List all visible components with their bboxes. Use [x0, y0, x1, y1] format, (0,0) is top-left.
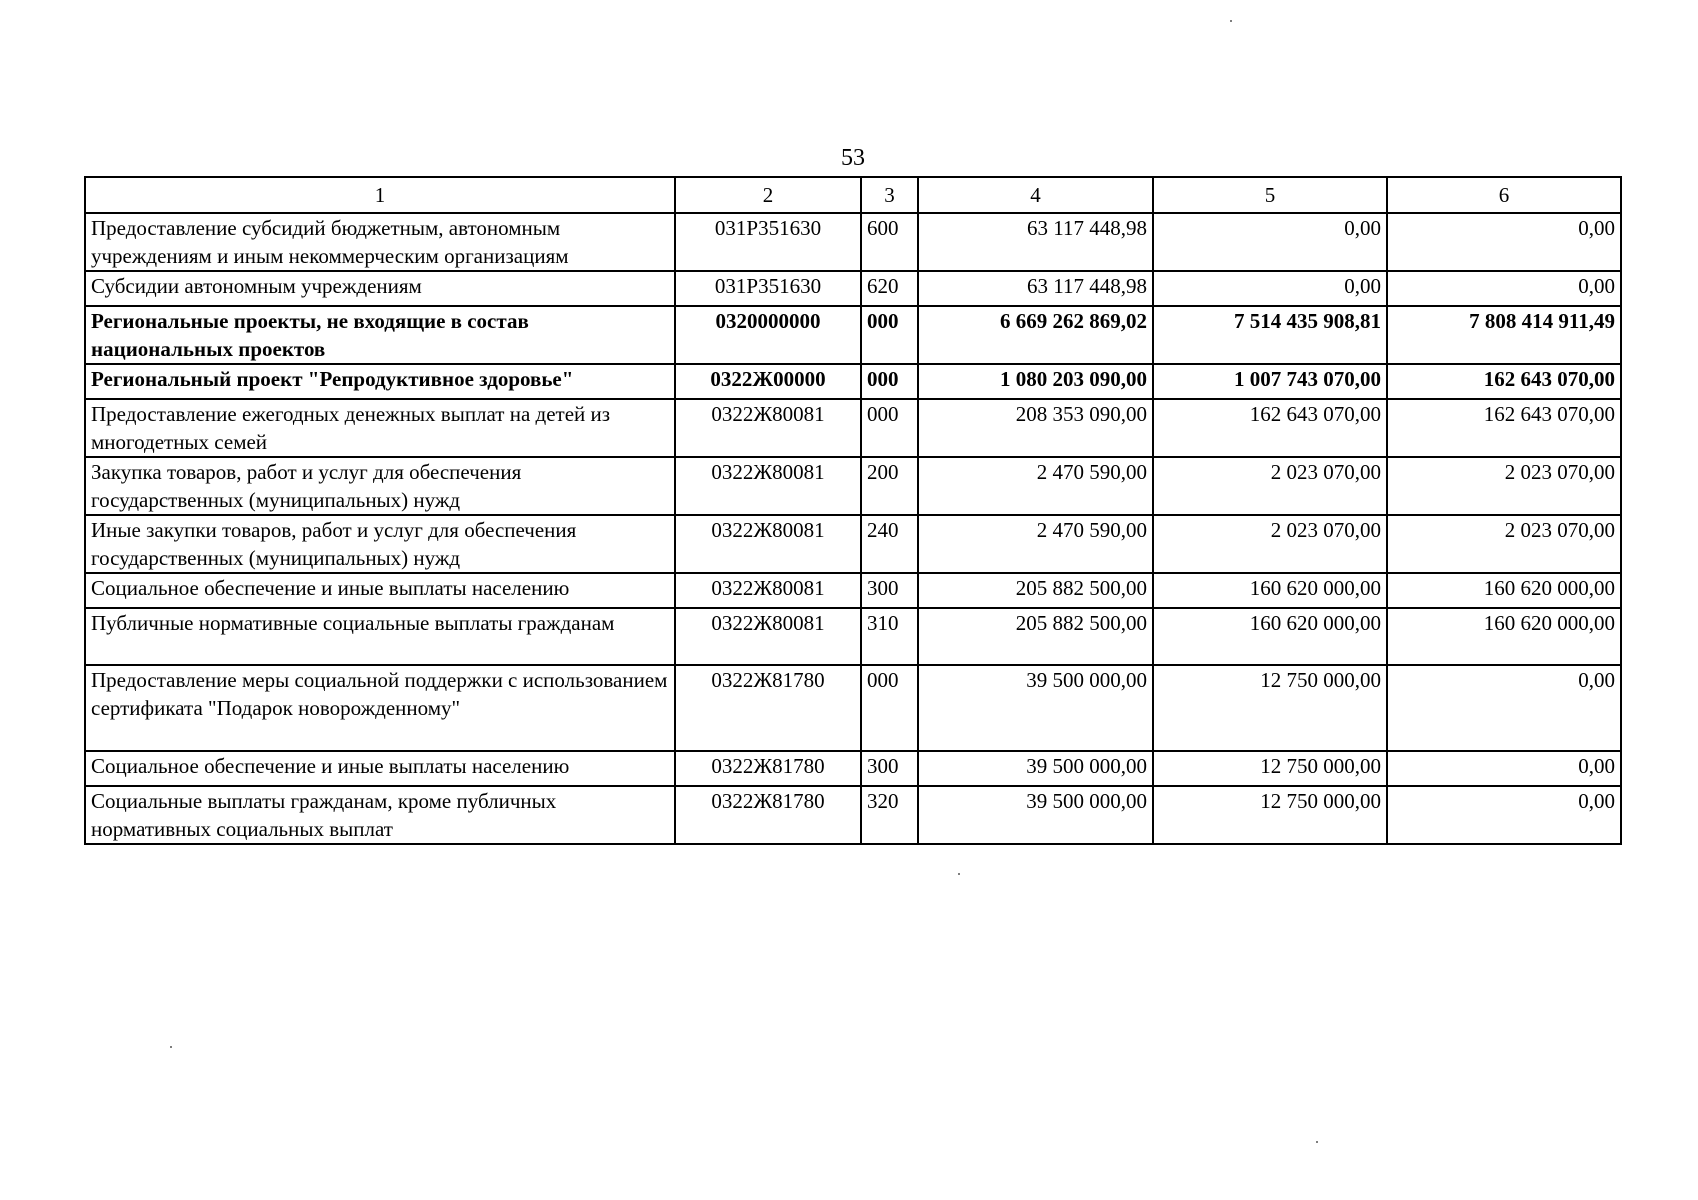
row-name-cell: Предоставление субсидий бюджетным, автономным учреждениям и иным некоммерческим организациям — [85, 213, 675, 271]
row-sum-col6-cell: 7 808 414 911,49 — [1387, 306, 1621, 364]
table-row — [85, 608, 1621, 665]
row-name-cell: Социальное обеспечение и иные выплаты населению — [85, 573, 675, 608]
row-code-cell: 0322Ж80081 — [675, 515, 861, 573]
row-code-cell: 031P351630 — [675, 213, 861, 271]
header-cell-6: 6 — [1387, 177, 1621, 213]
row-sum-col6-cell: 0,00 — [1387, 665, 1621, 751]
row-sum-col6-cell: 0,00 — [1387, 786, 1621, 844]
row-code-cell: 0322Ж81780 — [675, 751, 861, 786]
row-sum-col4-cell: 208 353 090,00 — [918, 399, 1153, 457]
row-sum-col4-cell: 2 470 590,00 — [918, 457, 1153, 515]
scan-speck — [1316, 1141, 1318, 1143]
row-name-cell: Социальное обеспечение и иные выплаты населению — [85, 751, 675, 786]
row-code-cell: 0322Ж80081 — [675, 457, 861, 515]
row-name-cell: Публичные нормативные социальные выплаты гражданам — [85, 608, 675, 665]
table-row — [85, 271, 1621, 306]
row-sum-col5-cell: 7 514 435 908,81 — [1153, 306, 1387, 364]
row-kvr-cell: 300 — [861, 573, 918, 608]
row-sum-col5-cell: 160 620 000,00 — [1153, 573, 1387, 608]
row-code-cell: 0322Ж00000 — [675, 364, 861, 399]
scan-speck — [170, 1046, 172, 1048]
row-sum-col4-cell: 63 117 448,98 — [918, 271, 1153, 306]
row-kvr-cell: 000 — [861, 364, 918, 399]
row-kvr-cell: 000 — [861, 306, 918, 364]
row-sum-col6-cell: 162 643 070,00 — [1387, 399, 1621, 457]
row-code-cell: 0322Ж81780 — [675, 665, 861, 751]
header-cell-1: 1 — [85, 177, 675, 213]
row-sum-col4-cell: 39 500 000,00 — [918, 786, 1153, 844]
row-sum-col4-cell: 39 500 000,00 — [918, 665, 1153, 751]
row-name-cell: Субсидии автономным учреждениям — [85, 271, 675, 306]
row-name-cell: Предоставление меры социальной поддержки с использованием сертификата "Подарок новорожденному" — [85, 665, 675, 751]
table-row — [85, 786, 1621, 844]
table-row — [85, 213, 1621, 271]
row-name-cell: Региональные проекты, не входящие в состав национальных проектов — [85, 306, 675, 364]
row-sum-col4-cell: 205 882 500,00 — [918, 608, 1153, 665]
row-kvr-cell: 200 — [861, 457, 918, 515]
scan-speck — [958, 873, 960, 875]
row-sum-col5-cell: 12 750 000,00 — [1153, 665, 1387, 751]
table-body — [85, 213, 1621, 844]
row-code-cell: 0322Ж81780 — [675, 786, 861, 844]
row-sum-col6-cell: 162 643 070,00 — [1387, 364, 1621, 399]
row-code-cell: 0322Ж80081 — [675, 399, 861, 457]
row-kvr-cell: 320 — [861, 786, 918, 844]
row-sum-col4-cell: 6 669 262 869,02 — [918, 306, 1153, 364]
page-number: 53 — [841, 145, 865, 171]
table-row — [85, 515, 1621, 573]
row-sum-col5-cell: 0,00 — [1153, 213, 1387, 271]
row-sum-col5-cell: 1 007 743 070,00 — [1153, 364, 1387, 399]
table-row — [85, 399, 1621, 457]
header-row — [85, 177, 1621, 213]
table-row — [85, 573, 1621, 608]
row-sum-col6-cell: 2 023 070,00 — [1387, 457, 1621, 515]
row-code-cell: 0322Ж80081 — [675, 608, 861, 665]
header-cell-5: 5 — [1153, 177, 1387, 213]
header-cell-3: 3 — [861, 177, 918, 213]
table-row — [85, 364, 1621, 399]
row-kvr-cell: 000 — [861, 665, 918, 751]
row-sum-col6-cell: 2 023 070,00 — [1387, 515, 1621, 573]
row-sum-col4-cell: 39 500 000,00 — [918, 751, 1153, 786]
row-sum-col6-cell: 0,00 — [1387, 213, 1621, 271]
row-sum-col4-cell: 63 117 448,98 — [918, 213, 1153, 271]
row-kvr-cell: 310 — [861, 608, 918, 665]
row-sum-col5-cell: 2 023 070,00 — [1153, 457, 1387, 515]
row-name-cell: Социальные выплаты гражданам, кроме публичных нормативных социальных выплат — [85, 786, 675, 844]
row-name-cell: Иные закупки товаров, работ и услуг для обеспечения государственных (муниципальных) нужд — [85, 515, 675, 573]
header-cell-2: 2 — [675, 177, 861, 213]
row-code-cell: 0322Ж80081 — [675, 573, 861, 608]
row-sum-col5-cell: 12 750 000,00 — [1153, 786, 1387, 844]
row-kvr-cell: 300 — [861, 751, 918, 786]
scan-speck — [1230, 20, 1232, 22]
row-kvr-cell: 240 — [861, 515, 918, 573]
row-kvr-cell: 620 — [861, 271, 918, 306]
row-sum-col5-cell: 2 023 070,00 — [1153, 515, 1387, 573]
table-row — [85, 665, 1621, 751]
row-kvr-cell: 600 — [861, 213, 918, 271]
table-row — [85, 457, 1621, 515]
row-name-cell: Региональный проект "Репродуктивное здоровье" — [85, 364, 675, 399]
row-sum-col5-cell: 0,00 — [1153, 271, 1387, 306]
row-sum-col4-cell: 2 470 590,00 — [918, 515, 1153, 573]
row-sum-col6-cell: 160 620 000,00 — [1387, 573, 1621, 608]
row-sum-col6-cell: 0,00 — [1387, 751, 1621, 786]
row-kvr-cell: 000 — [861, 399, 918, 457]
row-name-cell: Закупка товаров, работ и услуг для обеспечения государственных (муниципальных) нужд — [85, 457, 675, 515]
header-cell-4: 4 — [918, 177, 1153, 213]
row-name-cell: Предоставление ежегодных денежных выплат на детей из многодетных семей — [85, 399, 675, 457]
table-row — [85, 751, 1621, 786]
row-sum-col5-cell: 160 620 000,00 — [1153, 608, 1387, 665]
budget-table — [84, 176, 1622, 845]
row-sum-col4-cell: 1 080 203 090,00 — [918, 364, 1153, 399]
table-row — [85, 306, 1621, 364]
row-code-cell: 031P351630 — [675, 271, 861, 306]
row-sum-col4-cell: 205 882 500,00 — [918, 573, 1153, 608]
row-sum-col6-cell: 160 620 000,00 — [1387, 608, 1621, 665]
row-sum-col5-cell: 12 750 000,00 — [1153, 751, 1387, 786]
row-sum-col5-cell: 162 643 070,00 — [1153, 399, 1387, 457]
row-code-cell: 0320000000 — [675, 306, 861, 364]
row-sum-col6-cell: 0,00 — [1387, 271, 1621, 306]
